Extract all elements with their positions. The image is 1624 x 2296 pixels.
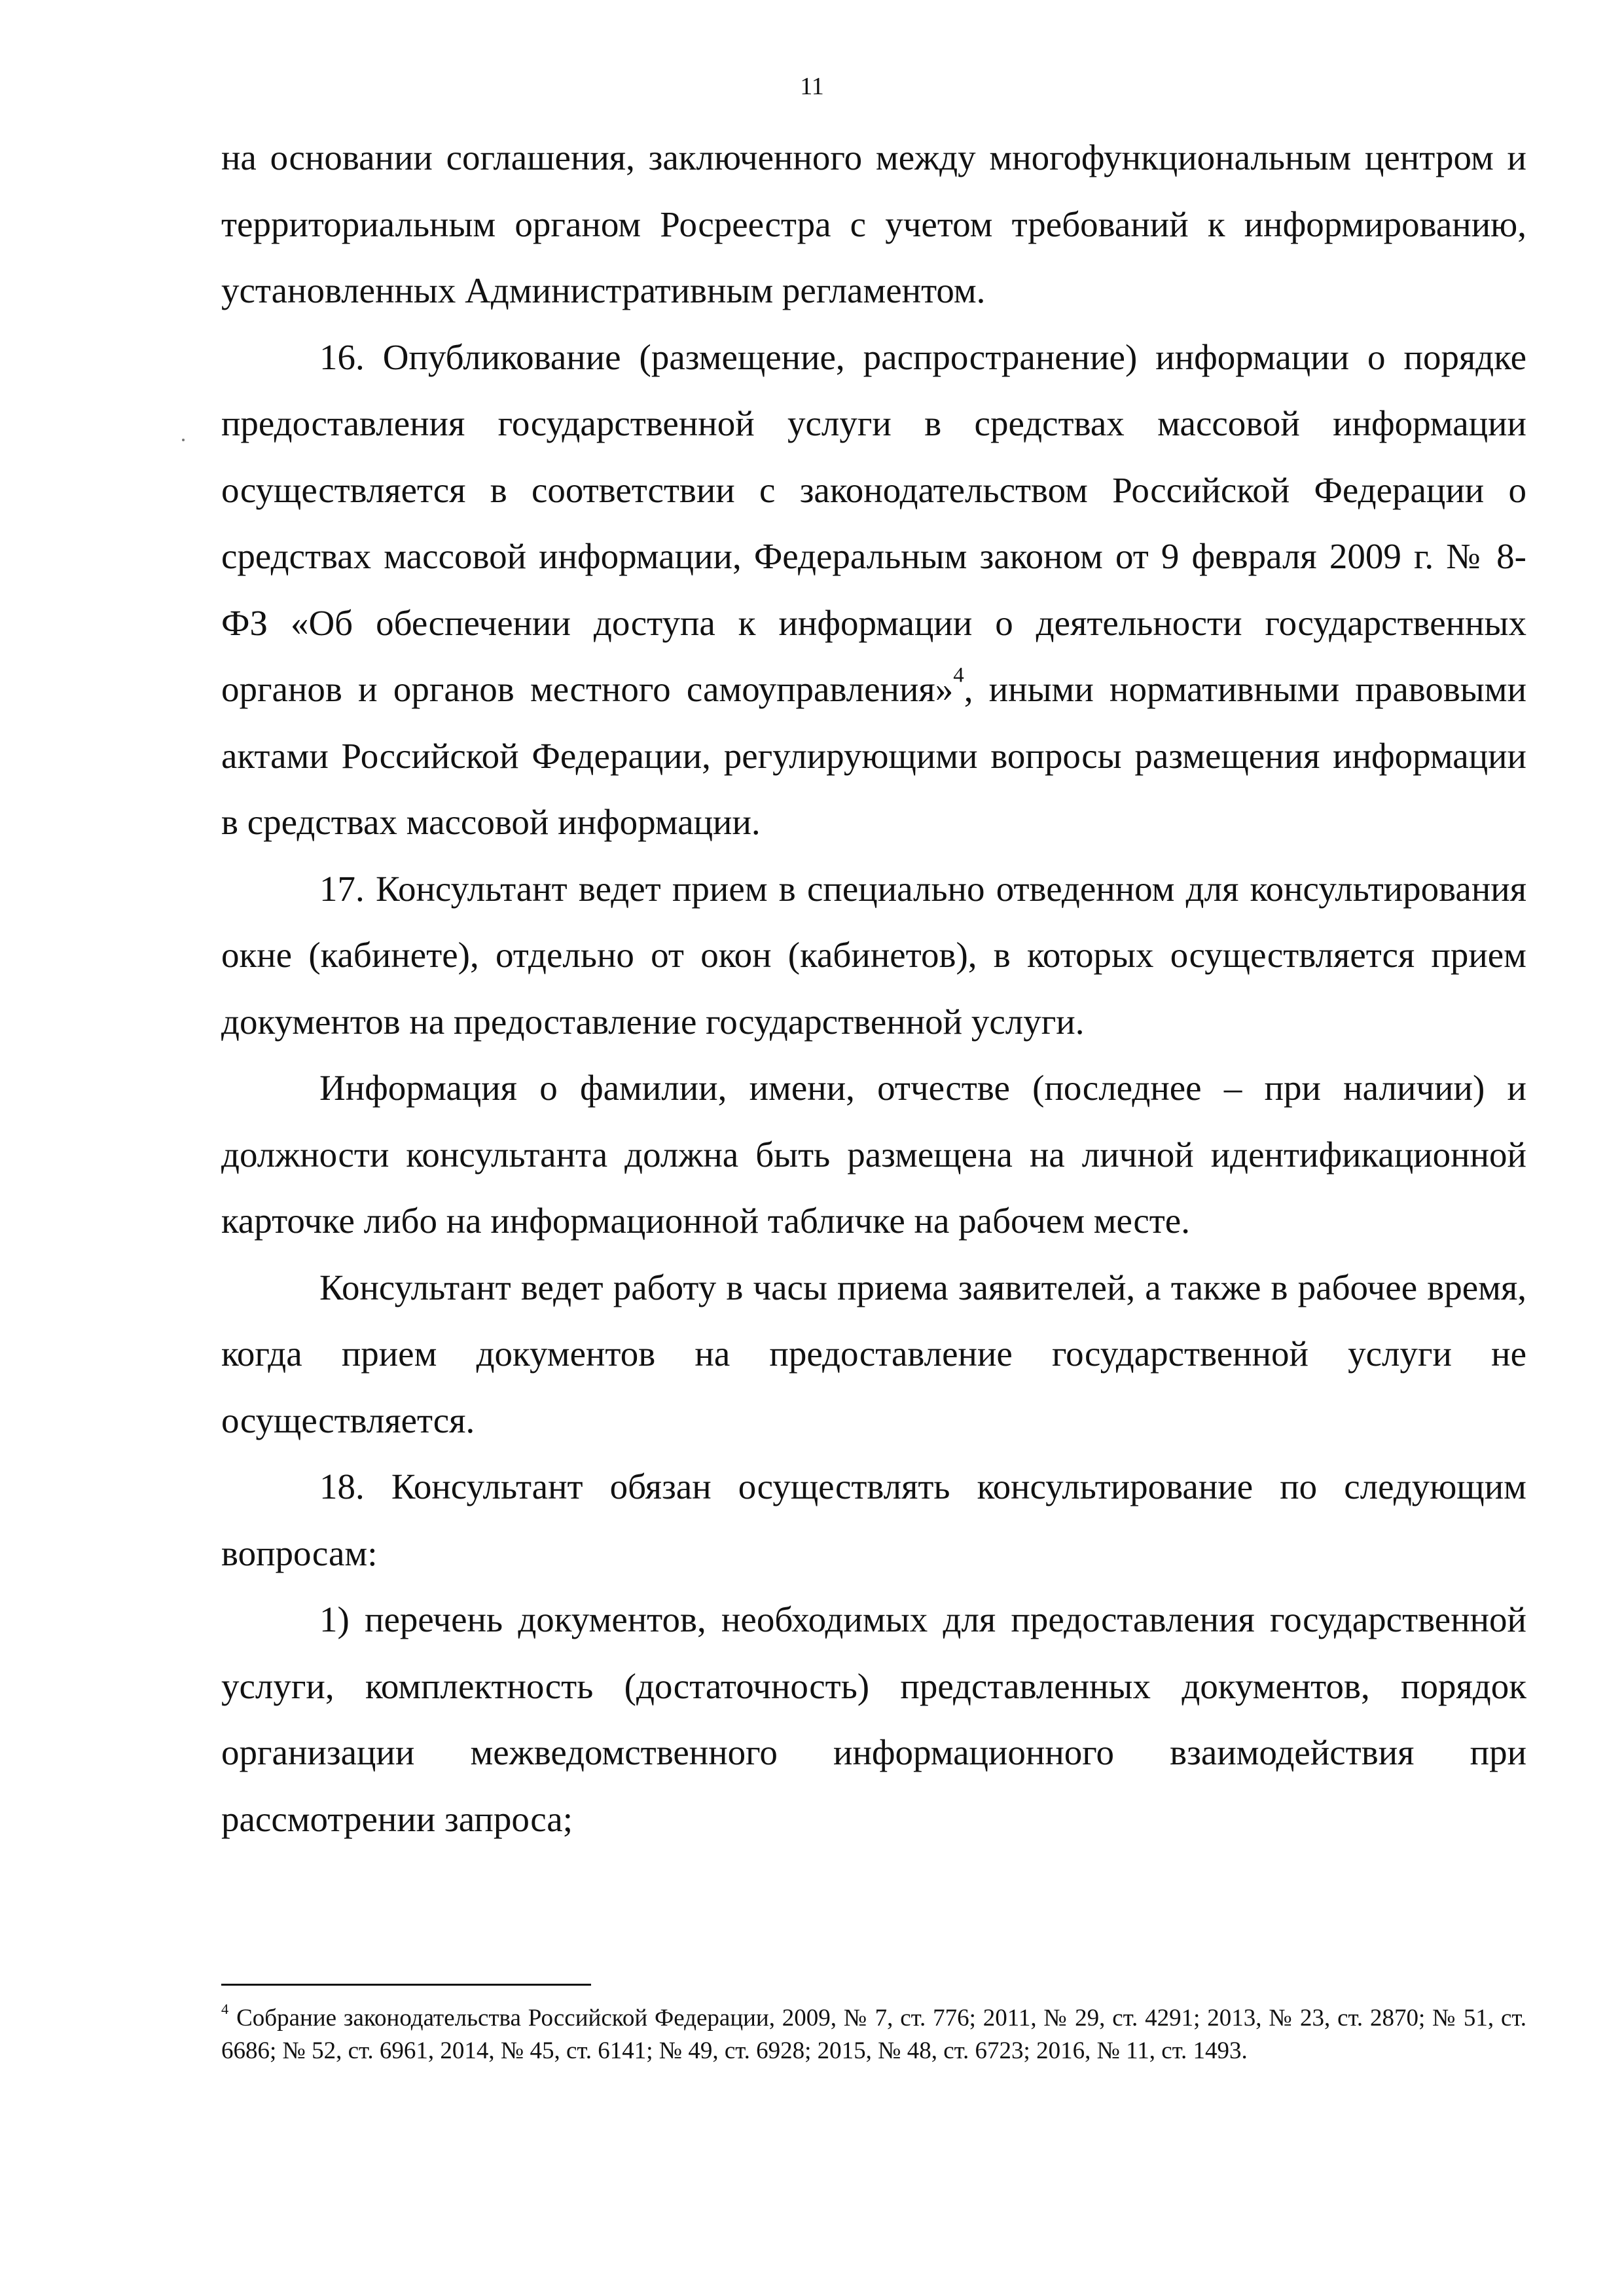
list-item-1: 1) перечень документов, необходимых для предоставления государственной услуги, комплектность (достаточность) представленных документов, порядок организации межведомственного информационного взаимодействия при рассмотрении запроса; xyxy=(221,1599,1526,1839)
footnote-marker: 4 xyxy=(221,2001,229,2018)
paragraph-17-working-hours: Консультант ведет работу в часы приема заявителей, а также в рабочее время, когда прием документов на предоставление государственной услуги не осуществляется. xyxy=(221,1267,1526,1440)
page-number: 11 xyxy=(800,73,824,100)
paragraph-16-text: 16. Опубликование (размещение, распространение) информации о порядке предоставления государственной услуги в средствах массовой информации осуществляется в соответствии с законодательством Российской Федерации о средствах массовой информации, Федеральным законом от 9 февраля 2009 г. № 8-ФЗ «Об обеспечении доступа к информации о деятельности государственных органов и органов местного самоуправления» xyxy=(221,337,1526,709)
scan-speck xyxy=(182,439,185,441)
document-body xyxy=(221,124,1526,1852)
paragraph-16-tail: , иными нормативными правовыми актами Российской Федерации, регулирующими вопросы размещения информации в средствах массовой информации. xyxy=(221,669,1526,842)
footnote-text: Собрание законодательства Российской Федерации, 2009, № 7, ст. 776; 2011, № 29, ст. 4291; 2013, № 23, ст. 2870; № 51, ст. 6686; № 52, ст. 6961, 2014, № 45, ст. 6141; № 49, ст. 6928; 2015, № 48, ст. 6723; 2016, № 11, ст. 1493. xyxy=(221,2005,1526,2064)
paragraph-16 xyxy=(221,324,1526,856)
footnote-reference: 4 xyxy=(953,663,964,687)
paragraph-15-continuation: на основании соглашения, заключенного между многофункциональным центром и территориальным органом Росреестра с учетом требований к информированию, установленных Административным регламентом. xyxy=(221,137,1526,310)
paragraph-17-consultant-info: Информация о фамилии, имени, отчестве (последнее – при наличии) и должности консультанта должна быть размещена на личной идентификационной карточке либо на информационной табличке на рабочем месте. xyxy=(221,1068,1526,1241)
footnote xyxy=(221,2002,1526,2068)
paragraph-17: 17. Консультант ведет прием в специально отведенном для консультирования окне (кабинете), отдельно от окон (кабинетов), в которых осуществляется прием документов на предоставление государственной услуги. xyxy=(221,868,1526,1042)
footnote-separator xyxy=(221,1984,591,1986)
paragraph-18: 18. Консультант обязан осуществлять консультирование по следующим вопросам: xyxy=(221,1467,1526,1573)
